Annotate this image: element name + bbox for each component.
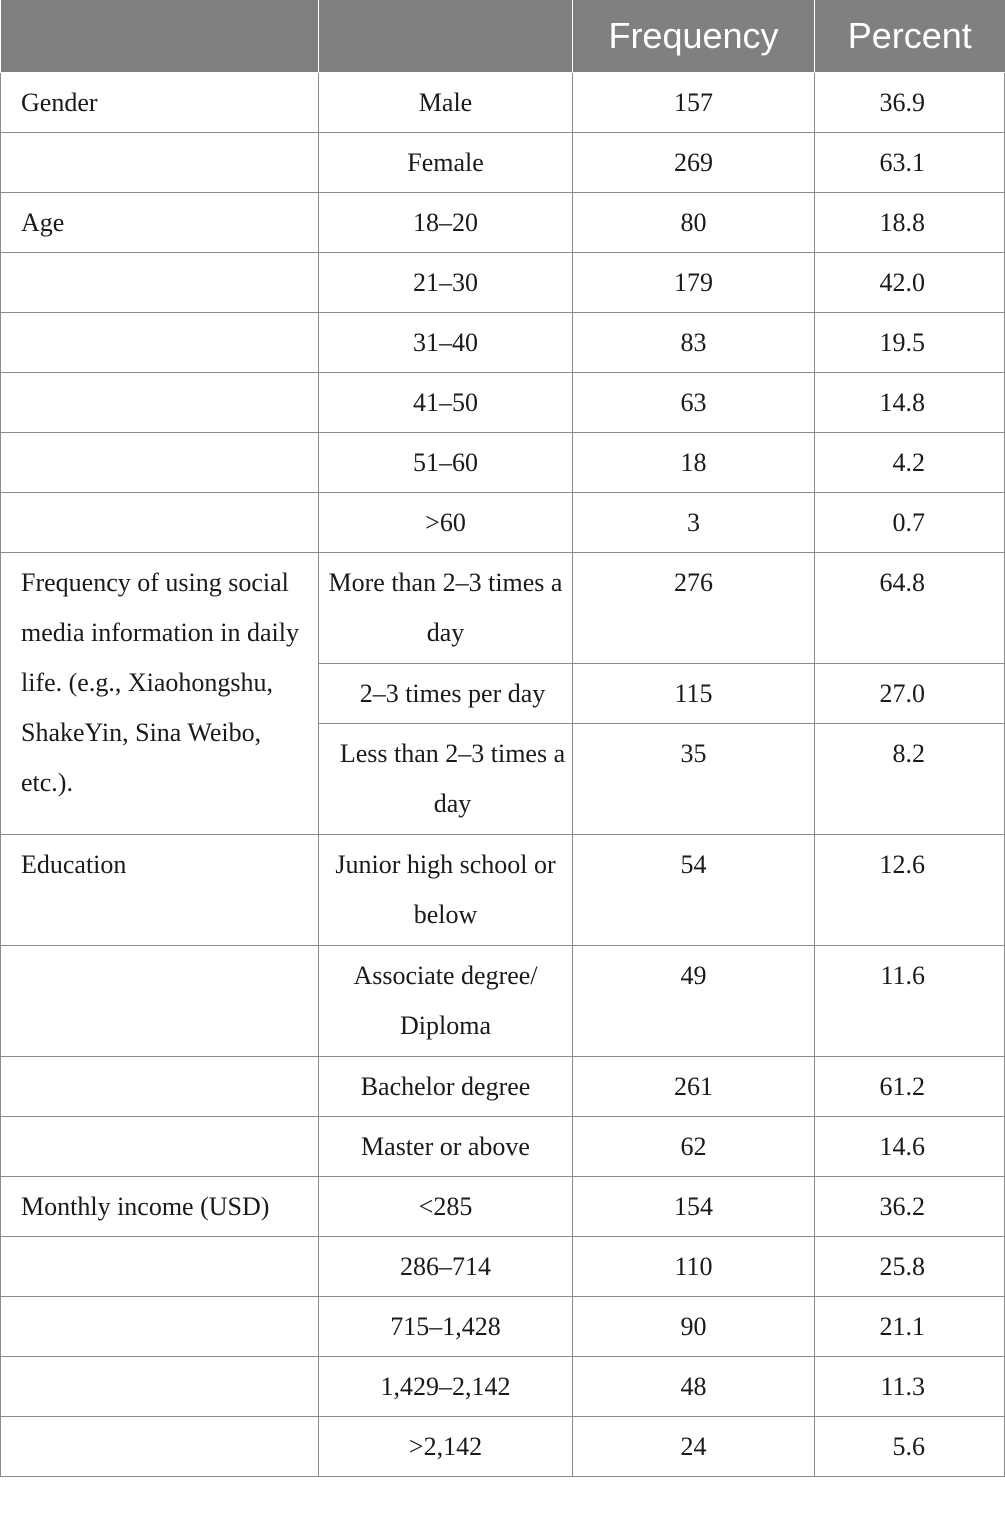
subcategory-cell: 41–50 xyxy=(319,373,573,433)
subcategory-cell: Bachelor degree xyxy=(319,1057,573,1117)
frequency-cell: 90 xyxy=(573,1297,815,1357)
table-row xyxy=(1,1297,1005,1357)
percent-cell: 5.6 xyxy=(815,1417,1005,1477)
table-row xyxy=(1,313,1005,373)
category-cell: Gender xyxy=(1,73,319,133)
category-cell xyxy=(1,373,319,433)
category-cell: Age xyxy=(1,193,319,253)
table-row xyxy=(1,193,1005,253)
category-cell xyxy=(1,1237,319,1297)
category-cell xyxy=(1,253,319,313)
frequency-cell: 49 xyxy=(573,946,815,1057)
frequency-cell: 179 xyxy=(573,253,815,313)
subcategory-cell: Less than 2–3 times a day xyxy=(319,724,573,835)
table-row xyxy=(1,373,1005,433)
percent-cell: 4.2 xyxy=(815,433,1005,493)
header-subcategory xyxy=(319,0,573,73)
subcategory-cell: <285 xyxy=(319,1177,573,1237)
table-row xyxy=(1,1357,1005,1417)
header-category xyxy=(1,0,319,73)
percent-cell: 63.1 xyxy=(815,133,1005,193)
subcategory-cell: 51–60 xyxy=(319,433,573,493)
percent-cell: 19.5 xyxy=(815,313,1005,373)
header-frequency: Frequency xyxy=(573,0,815,73)
frequency-cell: 80 xyxy=(573,193,815,253)
subcategory-cell: Male xyxy=(319,73,573,133)
frequency-cell: 62 xyxy=(573,1117,815,1177)
category-cell xyxy=(1,133,319,193)
table-row xyxy=(1,493,1005,553)
percent-cell: 0.7 xyxy=(815,493,1005,553)
frequency-cell: 63 xyxy=(573,373,815,433)
subcategory-cell: >60 xyxy=(319,493,573,553)
percent-cell: 36.2 xyxy=(815,1177,1005,1237)
subcategory-cell: Junior high school or below xyxy=(319,835,573,946)
percent-cell: 61.2 xyxy=(815,1057,1005,1117)
category-cell xyxy=(1,493,319,553)
frequency-cell: 269 xyxy=(573,133,815,193)
subcategory-cell: Master or above xyxy=(319,1117,573,1177)
percent-cell: 36.9 xyxy=(815,73,1005,133)
category-cell: Monthly income (USD) xyxy=(1,1177,319,1237)
category-cell xyxy=(1,1057,319,1117)
percent-cell: 11.3 xyxy=(815,1357,1005,1417)
subcategory-cell: 286–714 xyxy=(319,1237,573,1297)
header-row xyxy=(1,0,1005,73)
header-percent: Percent xyxy=(815,0,1005,73)
category-cell xyxy=(1,1357,319,1417)
subcategory-cell: Female xyxy=(319,133,573,193)
table-row xyxy=(1,835,1005,946)
percent-cell: 12.6 xyxy=(815,835,1005,946)
percent-cell: 8.2 xyxy=(815,724,1005,835)
frequency-cell: 3 xyxy=(573,493,815,553)
subcategory-cell: Associate degree/ Diploma xyxy=(319,946,573,1057)
percent-cell: 25.8 xyxy=(815,1237,1005,1297)
frequency-cell: 24 xyxy=(573,1417,815,1477)
frequency-cell: 18 xyxy=(573,433,815,493)
percent-cell: 21.1 xyxy=(815,1297,1005,1357)
subcategory-cell: More than 2–3 times a day xyxy=(319,553,573,664)
frequency-cell: 54 xyxy=(573,835,815,946)
frequency-cell: 115 xyxy=(573,664,815,724)
frequency-cell: 276 xyxy=(573,553,815,664)
category-cell: Frequency of using social media information in daily life. (e.g., Xiaohongshu, ShakeYin, Sina Weibo, etc.). xyxy=(1,553,319,835)
category-cell xyxy=(1,1117,319,1177)
percent-cell: 42.0 xyxy=(815,253,1005,313)
percent-cell: 11.6 xyxy=(815,946,1005,1057)
subcategory-cell: 1,429–2,142 xyxy=(319,1357,573,1417)
subcategory-cell: 18–20 xyxy=(319,193,573,253)
table-row xyxy=(1,946,1005,1057)
percent-cell: 14.6 xyxy=(815,1117,1005,1177)
frequency-cell: 157 xyxy=(573,73,815,133)
table-row xyxy=(1,1417,1005,1477)
percent-cell: 64.8 xyxy=(815,553,1005,664)
category-cell xyxy=(1,433,319,493)
frequency-cell: 48 xyxy=(573,1357,815,1417)
subcategory-cell: 31–40 xyxy=(319,313,573,373)
frequency-cell: 154 xyxy=(573,1177,815,1237)
subcategory-cell: 715–1,428 xyxy=(319,1297,573,1357)
subcategory-cell: 2–3 times per day xyxy=(319,664,573,724)
table-row xyxy=(1,433,1005,493)
category-cell xyxy=(1,313,319,373)
category-cell: Education xyxy=(1,835,319,946)
table-row xyxy=(1,73,1005,133)
frequency-cell: 110 xyxy=(573,1237,815,1297)
table-body xyxy=(1,73,1005,1477)
subcategory-cell: 21–30 xyxy=(319,253,573,313)
category-cell xyxy=(1,1417,319,1477)
category-cell xyxy=(1,1297,319,1357)
category-cell xyxy=(1,946,319,1057)
table-row xyxy=(1,1177,1005,1237)
percent-cell: 18.8 xyxy=(815,193,1005,253)
table-header xyxy=(1,0,1005,73)
table-row xyxy=(1,133,1005,193)
percent-cell: 27.0 xyxy=(815,664,1005,724)
table-row xyxy=(1,253,1005,313)
frequency-cell: 35 xyxy=(573,724,815,835)
table-row xyxy=(1,1057,1005,1117)
table-row xyxy=(1,553,1005,664)
percent-cell: 14.8 xyxy=(815,373,1005,433)
table-row xyxy=(1,1237,1005,1297)
frequency-cell: 261 xyxy=(573,1057,815,1117)
frequency-cell: 83 xyxy=(573,313,815,373)
subcategory-cell: >2,142 xyxy=(319,1417,573,1477)
table-row xyxy=(1,1117,1005,1177)
